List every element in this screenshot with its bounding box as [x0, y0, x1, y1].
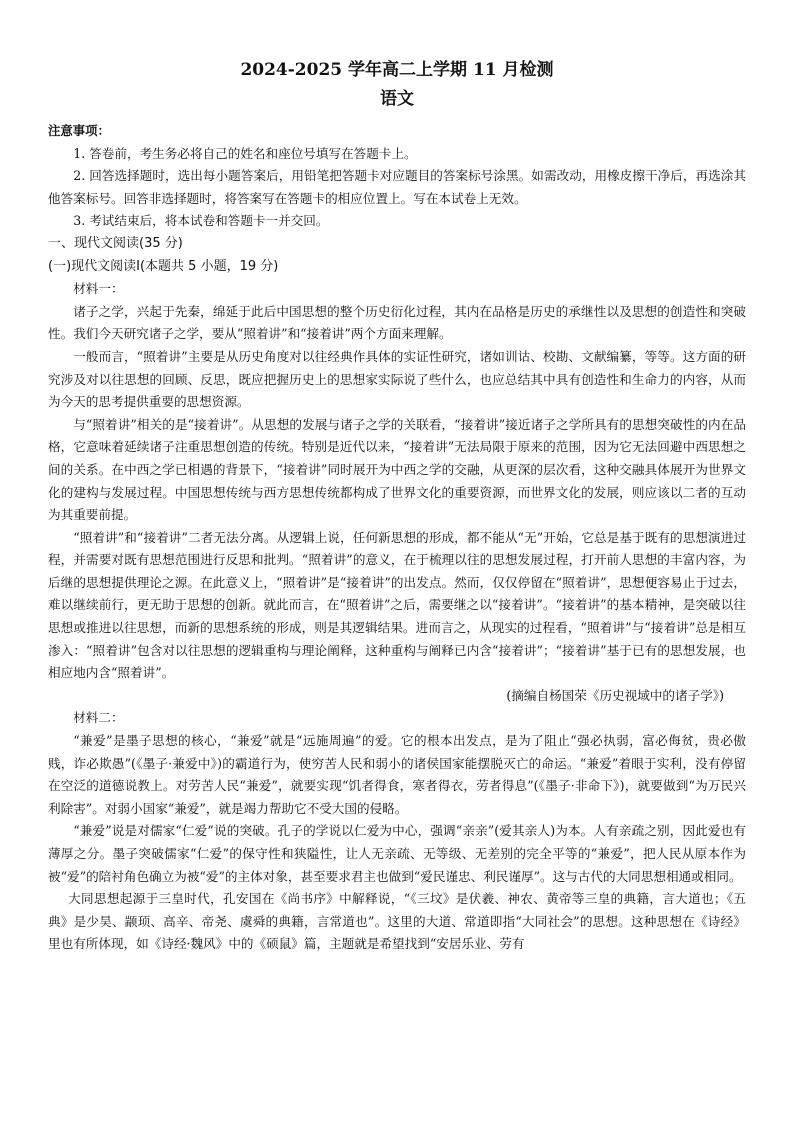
material-2-paragraph-1: “兼爱”是墨子思想的核心，“兼爱”就是“远施周遍”的爱。它的根本出发点，是为了阻止“强必执弱，富必侮贫，贵必傲贱，诈必欺愚”(《墨子·兼爱中》)的霸道行为，使穷苦人民和弱小的诸侯国家能摆脱灭亡的命运。“兼爱”着眼于实利，没有停留在空泛的道德说教上。对劳苦人民“兼爱”，就要实现“饥者得食，寒者得衣，劳者得息”(《墨子·非命下》)，就要做到“为万民兴利除害”。对弱小国家“兼爱”，就是竭力帮助它不受大国的侵略。 [48, 733, 746, 816]
notice-heading: 注意事项： [48, 123, 110, 138]
notice-item-1: 1. 答卷前，考生务必将自己的姓名和座位号填写在答题卡上。 [73, 145, 417, 161]
material-2-paragraph-3: 大同思想起源于三皇时代，孔安国在《尚书序》中解释说，“《三坟》是伏羲、神农、黄帝等三皇的典籍，言大道也；《五典》是少昊、颛顼、高辛、帝尧、虞舜的典籍，言常道也”。这里的大道、常道即指“大同社会”的思想。这种思想在《诗经》里也有所体现，如《诗经·魏风》中的《硕鼠》篇，主题就是希望找到“安居乐业、劳有 [48, 891, 746, 952]
material-2-label: 材料二： [73, 710, 124, 726]
notice-item-2: 2. 回答选择题时，选出每小题答案后，用铅笔把答题卡对应题目的答案标号涂黑。如需改动，用橡皮擦干净后，再选涂其他答案标号。回答非选择题时，将答案写在答题卡的相应位置上。写在本试卷上无效。 [48, 168, 746, 206]
notice-item-3: 3. 考试结束后，将本试卷和答题卡一并交回。 [73, 213, 329, 229]
exam-title: 2024-2025 学年高二上学期 11 月检测 [240, 60, 554, 80]
material-1-paragraph-2: 一般而言，“照着讲”主要是从历史角度对以往经典作具体的实证性研究，诸如训诂、校勘、文献编纂，等等。这方面的研究涉及对以往思想的回顾、反思，既应把握历史上的思想家实际说了些什么，也应总结其中具有创造性和生命力的内容，从而为今天的思考提供重要的思想资源。 [48, 348, 746, 410]
material-1-source: (摘编自杨国荣《历史视域中的诸子学》) [506, 687, 724, 703]
exam-subject: 语文 [380, 89, 414, 109]
material-1-paragraph-4: “照着讲”和“接着讲”二者无法分离。从逻辑上说，任何新思想的形成，都不能从“无”开始，它总是基于既有的思想演进过程，并需要对既有思想范围进行反思和批判。“照着讲”的意义，在于梳理以往的思想发展过程，打开前人思想的丰富内容，为后继的思想提供理论之源。在此意义上，“照着讲”是“接着讲”的出发点。然而，仅仅停留在“照着讲”，思想便容易止于过去，难以继续前行，更无助于思想的创新。就此而言，在“照着讲”之后，需要继之以“接着讲”。“接着讲”的基本精神，是突破以往思想或推进以往思想，而新的思想系统的形成，则是其逻辑结果。进而言之，从现实的过程看，“照着讲”与“接着讲”总是相互渗入：“照着讲”包含对以往思想的逻辑重构与理论阐释，这种重构与阐释已内含“接着讲”；“接着讲”基于已有的思想发展，也相应地内含“照着讲”。 [48, 529, 746, 681]
sub-section-title: (一)现代文阅读Ⅰ(本题共 5 小题，19 分) [48, 258, 279, 274]
material-1-label: 材料一： [73, 281, 124, 297]
part-title: 一、现代文阅读(35 分) [48, 235, 183, 251]
material-2-paragraph-2: “兼爱”说是对儒家“仁爱”说的突破。孔子的学说以仁爱为中心，强调“亲亲”(爱其亲人)为本。人有亲疏之别，因此爱也有薄厚之分。墨子突破儒家“仁爱”的保守性和狭隘性，让人无亲疏、无等级、无差别的完全平等的“兼爱”，把人民从原本作为被“爱”的陪衬角色确立为被“爱”的主体对象，甚至要求君主也做到“爱民谨忠、利民谨厚”。这与古代的大同思想相通或相同。 [48, 823, 746, 884]
material-1-paragraph-1: 诸子之学，兴起于先秦，绵延于此后中国思想的整个历史衍化过程，其内在品格是历史的承继性以及思想的创造性和突破性。我们今天研究诸子之学，要从“照着讲”和“接着讲”两个方面来理解。 [48, 303, 746, 342]
material-1-paragraph-3: 与“照着讲”相关的是“接着讲”。从思想的发展与诸子之学的关联看，“接着讲”接近诸子之学所具有的思想突破性的内在品格，它意味着延续诸子注重思想创造的传统。特别是近代以来，“接着讲”无法局限于原来的范围，因为它无法回避中西思想之间的关系。在中西之学已相遇的背景下，“接着讲”同时展开为中西之学的交融，从更深的层次看，这种交融具体展开为世界文化的建构与发展过程。中国思想传统与西方思想传统都构成了世界文化的重要资源，而世界文化的发展，则应该以二者的互动为其重要前提。 [48, 416, 746, 523]
